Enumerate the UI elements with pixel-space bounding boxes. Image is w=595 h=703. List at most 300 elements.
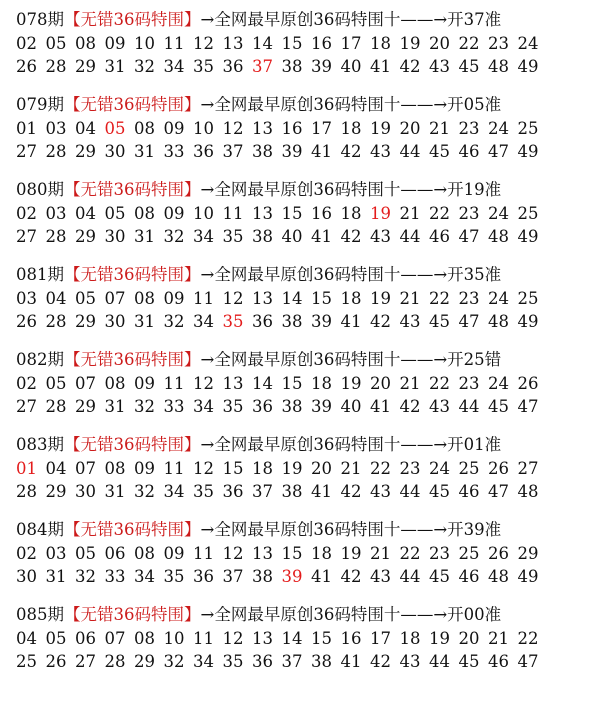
number-cell: 38 [252,227,273,246]
number-cell: 42 [370,652,391,671]
number-cell: 42 [370,312,391,331]
number-cell: 43 [399,312,421,331]
number-cell: 41 [311,227,332,246]
number-cell: 32 [163,227,185,246]
number-cell: 35 [222,397,244,416]
number-cell: 18 [311,374,332,393]
number-cell: 15 [281,204,303,223]
number-cell: 34 [163,57,185,76]
number-cell: 45 [429,142,450,161]
number-cell: 33 [163,397,185,416]
number-cell: 19 [340,374,362,393]
number-cell: 35 [222,227,244,246]
number-cell: 21 [399,204,421,223]
winning-number-cell: 37 [252,57,273,76]
number-cell: 47 [488,142,509,161]
issue-result: 开19准 [447,180,502,199]
number-cell: 19 [370,119,391,138]
number-cell: 49 [517,142,539,161]
number-cell: 16 [311,204,332,223]
number-cell: 05 [45,629,67,648]
number-cell: 02 [16,34,37,53]
number-cell: 07 [104,289,126,308]
number-row [16,310,588,333]
number-cell: 12 [222,544,244,563]
number-cell: 35 [163,567,185,586]
number-cell: 04 [45,289,67,308]
number-cell: 43 [370,567,391,586]
number-cell: 24 [517,34,539,53]
issue-block [16,263,588,348]
number-cell: 26 [16,57,37,76]
number-cell: 47 [488,482,509,501]
number-cell: 43 [370,142,391,161]
number-cell: 21 [370,544,391,563]
number-cell: 20 [458,629,480,648]
number-cell: 20 [399,119,421,138]
issue-title-line [16,93,588,117]
number-cell: 04 [75,119,96,138]
number-cell: 28 [45,57,67,76]
number-cell: 31 [134,227,155,246]
number-cell: 41 [311,482,332,501]
number-cell: 39 [281,142,303,161]
issue-bracket-label: 【无错36码特围】 [64,180,201,199]
number-cell: 28 [16,482,37,501]
number-cell: 04 [45,459,67,478]
number-cell: 20 [311,459,332,478]
number-cell: 24 [488,119,509,138]
number-cell: 10 [134,34,155,53]
number-cell: 39 [311,57,332,76]
number-cell: 02 [16,374,37,393]
number-cell: 22 [429,289,450,308]
number-cell: 23 [488,34,509,53]
issue-period: 079期 [16,95,64,114]
number-cell: 14 [281,289,303,308]
number-cell: 27 [517,459,539,478]
number-row [16,140,588,163]
number-cell: 03 [16,289,37,308]
number-cell: 16 [281,119,303,138]
number-cell: 28 [45,397,67,416]
number-cell: 19 [429,629,450,648]
number-cell: 21 [399,374,421,393]
number-cell: 15 [222,459,244,478]
number-row [16,225,588,248]
number-cell: 44 [458,397,480,416]
number-cell: 13 [252,289,273,308]
number-cell: 36 [193,567,214,586]
number-row [16,117,588,140]
issue-title-line [16,8,588,32]
number-cell: 28 [45,312,67,331]
number-cell: 24 [488,374,509,393]
number-cell: 30 [104,142,126,161]
number-cell: 25 [458,459,480,478]
number-cell: 30 [104,227,126,246]
number-cell: 09 [134,459,155,478]
number-cell: 30 [75,482,96,501]
issue-promo-text: →全网最早原创36码特围十——→ [200,350,448,369]
issue-result: 开25错 [447,350,502,369]
issue-result: 开39准 [447,520,502,539]
number-cell: 19 [399,34,421,53]
number-cell: 29 [75,227,96,246]
winning-number-cell: 05 [104,119,126,138]
number-cell: 31 [104,397,126,416]
number-cell: 44 [399,482,421,501]
number-cell: 15 [281,374,303,393]
number-cell: 19 [340,544,362,563]
number-cell: 27 [75,652,96,671]
issue-block [16,178,588,263]
number-cell: 41 [311,142,332,161]
issue-bracket-label: 【无错36码特围】 [64,95,201,114]
issue-bracket-label: 【无错36码特围】 [64,605,201,624]
number-cell: 22 [370,459,391,478]
number-cell: 15 [311,629,332,648]
number-cell: 40 [340,57,362,76]
number-cell: 17 [370,629,391,648]
number-cell: 34 [134,567,155,586]
number-cell: 32 [134,57,155,76]
number-cell: 08 [134,289,155,308]
number-row [16,650,588,673]
issue-block [16,603,588,688]
number-cell: 12 [222,629,244,648]
number-cell: 43 [429,57,450,76]
number-cell: 45 [458,57,480,76]
number-cell: 48 [517,482,539,501]
number-cell: 01 [16,119,37,138]
number-cell: 22 [429,374,450,393]
number-cell: 34 [193,652,214,671]
number-cell: 08 [104,459,126,478]
number-cell: 05 [104,204,126,223]
number-cell: 31 [104,482,126,501]
number-cell: 37 [252,482,273,501]
number-cell: 13 [252,629,273,648]
number-cell: 36 [252,397,273,416]
number-row [16,542,588,565]
number-cell: 20 [370,374,391,393]
number-cell: 42 [340,227,362,246]
number-cell: 29 [75,312,96,331]
number-cell: 30 [104,312,126,331]
number-cell: 41 [311,567,332,586]
number-cell: 08 [134,629,155,648]
number-cell: 18 [370,34,391,53]
number-cell: 08 [134,544,155,563]
number-cell: 36 [252,652,273,671]
issue-block [16,433,588,518]
number-cell: 23 [399,459,421,478]
number-cell: 04 [16,629,37,648]
issue-title-line [16,348,588,372]
issue-period: 083期 [16,435,64,454]
number-cell: 08 [75,34,96,53]
number-cell: 43 [370,227,391,246]
issue-promo-text: →全网最早原创36码特围十——→ [200,520,448,539]
number-cell: 32 [75,567,96,586]
issue-block [16,8,588,93]
number-cell: 47 [517,652,539,671]
number-cell: 44 [399,142,421,161]
number-cell: 41 [340,652,362,671]
number-cell: 32 [134,397,155,416]
number-cell: 18 [252,459,273,478]
issue-bracket-label: 【无错36码特围】 [64,265,201,284]
number-cell: 12 [193,34,214,53]
issue-title-line [16,518,588,542]
number-cell: 14 [252,374,273,393]
number-cell: 46 [458,142,480,161]
number-cell: 25 [517,119,539,138]
issue-period: 082期 [16,350,64,369]
number-cell: 04 [75,204,96,223]
number-row [16,395,588,418]
number-cell: 37 [222,142,244,161]
number-cell: 23 [458,289,480,308]
number-row [16,457,588,480]
issue-bracket-label: 【无错36码特围】 [64,350,201,369]
number-cell: 37 [222,567,244,586]
number-cell: 13 [252,544,273,563]
number-cell: 29 [134,652,155,671]
number-cell: 45 [429,567,450,586]
number-cell: 34 [163,482,185,501]
winning-number-cell: 39 [281,567,303,586]
number-cell: 38 [252,567,273,586]
number-cell: 48 [488,57,509,76]
number-cell: 33 [104,567,126,586]
number-cell: 24 [488,289,509,308]
number-cell: 38 [311,652,332,671]
issue-period: 078期 [16,10,64,29]
number-cell: 32 [163,312,185,331]
issue-result: 开01准 [447,435,502,454]
number-cell: 27 [16,397,37,416]
number-cell: 22 [517,629,539,648]
number-cell: 28 [104,652,126,671]
number-cell: 26 [488,459,509,478]
number-cell: 41 [370,397,391,416]
number-cell: 05 [75,289,96,308]
number-cell: 30 [16,567,37,586]
number-cell: 15 [281,544,303,563]
number-row [16,287,588,310]
number-cell: 07 [75,459,96,478]
issue-promo-text: →全网最早原创36码特围十——→ [200,435,448,454]
number-cell: 29 [75,57,96,76]
number-cell: 39 [311,312,332,331]
issue-period: 080期 [16,180,64,199]
number-cell: 49 [517,57,539,76]
number-cell: 15 [281,34,303,53]
number-cell: 18 [340,289,362,308]
number-cell: 34 [193,312,214,331]
number-cell: 36 [252,312,273,331]
number-cell: 23 [458,204,480,223]
number-cell: 48 [488,312,509,331]
number-cell: 11 [193,544,214,563]
number-cell: 21 [488,629,509,648]
number-cell: 38 [281,397,303,416]
number-cell: 09 [163,204,185,223]
number-cell: 49 [517,227,539,246]
issue-period: 085期 [16,605,64,624]
number-cell: 10 [163,629,185,648]
number-cell: 31 [45,567,67,586]
number-cell: 26 [517,374,539,393]
number-cell: 37 [281,652,303,671]
issue-promo-text: →全网最早原创36码特围十——→ [200,605,448,624]
number-cell: 38 [281,482,303,501]
number-cell: 07 [75,374,96,393]
issue-bracket-label: 【无错36码特围】 [64,520,201,539]
issue-promo-text: →全网最早原创36码特围十——→ [200,10,448,29]
number-cell: 38 [281,312,303,331]
number-cell: 12 [222,289,244,308]
number-cell: 06 [104,544,126,563]
number-cell: 42 [340,482,362,501]
number-cell: 45 [458,652,480,671]
number-cell: 47 [458,227,480,246]
number-cell: 28 [45,142,67,161]
number-cell: 43 [370,482,391,501]
number-cell: 36 [222,482,244,501]
number-row [16,627,588,650]
number-cell: 33 [163,142,185,161]
number-cell: 17 [311,119,332,138]
number-cell: 41 [340,312,362,331]
number-cell: 18 [311,544,332,563]
number-cell: 13 [222,374,244,393]
issue-result: 开37准 [447,10,502,29]
number-cell: 29 [517,544,539,563]
number-cell: 40 [340,397,362,416]
number-cell: 44 [429,652,450,671]
number-cell: 09 [163,119,185,138]
number-cell: 42 [399,397,421,416]
issue-period: 081期 [16,265,64,284]
issue-promo-text: →全网最早原创36码特围十——→ [200,95,448,114]
number-cell: 05 [45,34,67,53]
number-cell: 46 [429,227,450,246]
number-cell: 23 [458,119,480,138]
number-cell: 44 [399,567,421,586]
number-cell: 24 [429,459,450,478]
number-cell: 45 [429,312,450,331]
number-cell: 32 [163,652,185,671]
number-cell: 08 [134,119,155,138]
number-cell: 42 [340,567,362,586]
number-cell: 18 [399,629,421,648]
number-cell: 25 [517,204,539,223]
number-cell: 10 [193,119,214,138]
winning-number-cell: 01 [16,459,37,478]
issue-title-line [16,263,588,287]
number-cell: 13 [252,204,273,223]
issue-result: 开00准 [447,605,502,624]
number-row [16,565,588,588]
number-cell: 36 [193,142,214,161]
number-cell: 11 [193,289,214,308]
number-cell: 03 [45,204,67,223]
issue-block [16,348,588,433]
winning-number-cell: 35 [222,312,244,331]
number-cell: 46 [458,567,480,586]
number-cell: 26 [45,652,67,671]
number-cell: 15 [311,289,332,308]
number-cell: 09 [134,374,155,393]
number-cell: 34 [193,227,214,246]
number-cell: 19 [281,459,303,478]
number-cell: 42 [340,142,362,161]
number-cell: 12 [222,119,244,138]
number-cell: 31 [104,57,126,76]
number-cell: 23 [429,544,450,563]
number-cell: 12 [193,374,214,393]
number-cell: 47 [458,312,480,331]
issue-result: 开35准 [447,265,502,284]
number-cell: 11 [193,629,214,648]
number-cell: 26 [488,544,509,563]
number-cell: 20 [429,34,450,53]
number-cell: 17 [340,34,362,53]
number-cell: 25 [517,289,539,308]
issue-block [16,93,588,178]
number-cell: 48 [488,567,509,586]
number-cell: 12 [193,459,214,478]
number-cell: 43 [429,397,450,416]
issue-title-line [16,433,588,457]
number-cell: 29 [75,397,96,416]
number-cell: 31 [134,312,155,331]
number-cell: 13 [222,34,244,53]
number-cell: 38 [252,142,273,161]
number-cell: 29 [75,142,96,161]
number-cell: 32 [134,482,155,501]
number-cell: 46 [458,482,480,501]
number-cell: 25 [16,652,37,671]
number-cell: 29 [45,482,67,501]
number-cell: 28 [45,227,67,246]
number-cell: 46 [488,652,509,671]
number-cell: 05 [45,374,67,393]
number-cell: 11 [163,374,185,393]
number-cell: 35 [193,57,214,76]
number-cell: 19 [370,289,391,308]
number-cell: 48 [488,227,509,246]
issue-block [16,518,588,603]
number-cell: 27 [16,142,37,161]
number-cell: 18 [340,119,362,138]
prediction-sheet [16,8,588,688]
issue-bracket-label: 【无错36码特围】 [64,435,201,454]
issue-promo-text: →全网最早原创36码特围十——→ [200,265,448,284]
number-cell: 09 [163,544,185,563]
number-row [16,32,588,55]
number-cell: 43 [399,652,421,671]
number-cell: 10 [193,204,214,223]
winning-number-cell: 19 [370,204,391,223]
number-cell: 26 [16,312,37,331]
number-cell: 08 [134,204,155,223]
number-cell: 03 [45,544,67,563]
number-cell: 27 [16,227,37,246]
